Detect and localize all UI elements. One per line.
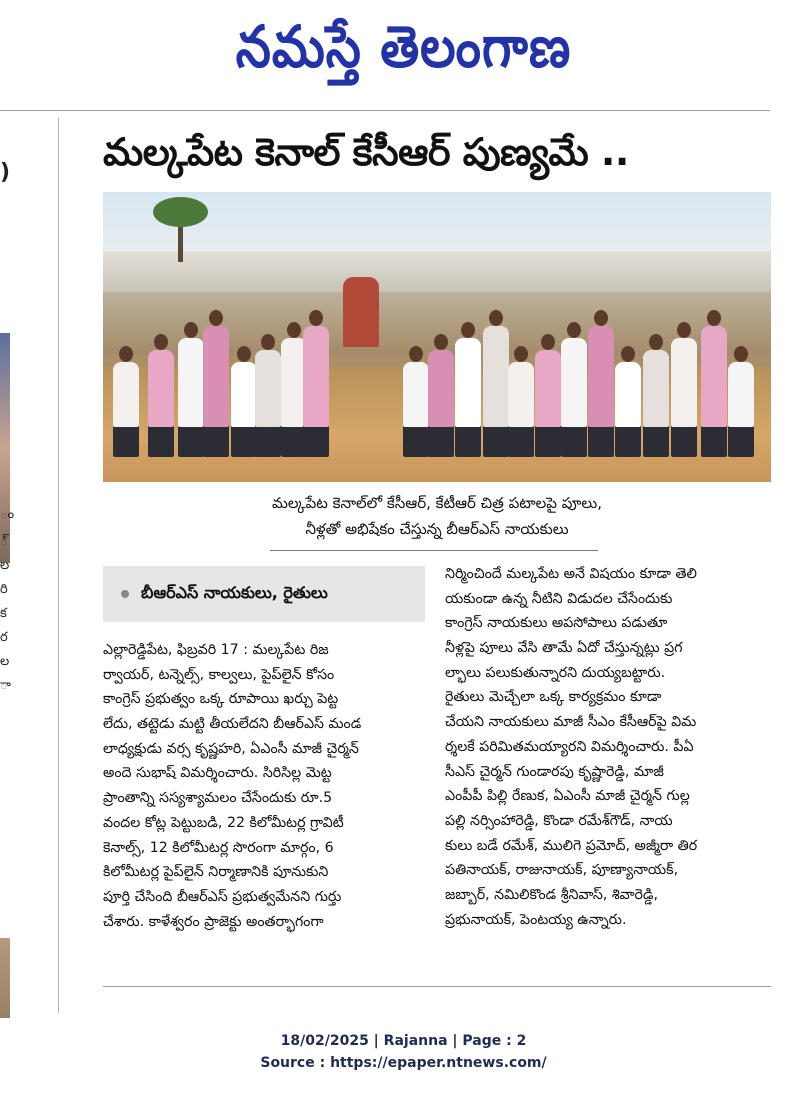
article-text-line: పతినాయక్‌, రాజునాయక్‌, పూణ్యానాయక్‌, bbox=[445, 862, 679, 879]
page-footer bbox=[0, 1030, 807, 1074]
article-text-line: ర్వాయర్‌, టన్నెల్స్‌, కాల్వలు, పైప్‌లైన్‌ కోసం bbox=[103, 666, 335, 683]
article-text-line: పూర్తి చేసింది బీఆర్‌ఎస్‌ ప్రభుత్వమేనని గుర్తు bbox=[103, 888, 342, 905]
photo-caption bbox=[103, 490, 771, 542]
person-head bbox=[514, 346, 528, 362]
article-text-line: చేయని నాయకులు మాజీ సీఎం కేసీఆర్‌పై విమ bbox=[445, 714, 697, 731]
article-text-line: ఎంపీపీ పిల్లి రేణుక, ఏఎంసీ మాజీ చైర్మన్‌ గుల్ల bbox=[445, 788, 690, 805]
person-head bbox=[119, 346, 133, 362]
person-head bbox=[489, 310, 503, 326]
adjacent-glyph: ర bbox=[0, 630, 8, 645]
article-text-line: కాంగ్రెస్‌ ప్రభుత్వం ఒక్క రూపాయి ఖర్చు పెట్ట bbox=[103, 691, 339, 708]
person-figure bbox=[483, 326, 509, 457]
footer-source: Source : https://epaper.ntnews.com/ bbox=[260, 1055, 547, 1071]
person-figure bbox=[508, 362, 534, 457]
person-figure bbox=[303, 326, 329, 457]
subhead-box bbox=[103, 566, 425, 622]
person-head bbox=[567, 322, 581, 338]
adjacent-glyph: రి bbox=[0, 582, 8, 597]
top-divider bbox=[0, 110, 770, 111]
caption-line: నీళ్లతో అభిషేకం చేస్తున్న బీఆర్‌ఎస్‌ నాయకులు bbox=[305, 520, 569, 538]
article-photo bbox=[103, 192, 771, 482]
person-figure bbox=[588, 326, 614, 457]
adjacent-glyph: ల bbox=[0, 654, 10, 669]
adjacent-glyph: ల bbox=[0, 558, 10, 573]
article-text-line: ర్శలకే పరిమితమయ్యారని విమర్శించారు. పీఏ bbox=[445, 738, 694, 755]
person-figure bbox=[615, 362, 641, 457]
article-subhead: బీఆర్‌ఎస్‌ నాయకులు, రైతులు bbox=[141, 582, 328, 602]
person-figure bbox=[455, 338, 481, 457]
person-head bbox=[594, 310, 608, 326]
masthead bbox=[0, 0, 807, 108]
article-text-line: సీఎస్‌ చైర్మన్‌ గుండారపు కృష్ణారెడ్డి, మాజీ bbox=[445, 763, 664, 780]
person-figure bbox=[178, 338, 204, 457]
adjacent-photo-fragment-lower bbox=[0, 938, 10, 1018]
person-figure bbox=[561, 338, 587, 457]
canal-wall bbox=[103, 252, 771, 292]
person-figure bbox=[231, 362, 257, 457]
article-column-right bbox=[445, 562, 771, 932]
person-figure bbox=[728, 362, 754, 457]
article-text-line: కులు బడే రమేశ్‌, ములిగె ప్రమోద్‌, అజ్మీరా తిర bbox=[445, 837, 698, 854]
article-text-line: అందె సుభాష్‌ విమర్శించారు. సిరిసిల్ల మెట్ట bbox=[103, 765, 332, 782]
person-head bbox=[237, 346, 251, 362]
adjacent-article-fragment bbox=[0, 118, 14, 1018]
person-figure bbox=[255, 350, 281, 457]
person-head bbox=[154, 334, 168, 350]
article-text-line: కాంగ్రెస్‌ నాయకులు అపసోపాలు పడుతూ bbox=[445, 615, 668, 632]
article-text-line: కిలోమీటర్ల పైప్‌లైన్‌ నిర్మాణానికి పూనుకుని bbox=[103, 864, 329, 881]
person-head bbox=[707, 310, 721, 326]
adjacent-glyph: ్ bbox=[0, 534, 8, 549]
person-head bbox=[677, 322, 691, 338]
person-head bbox=[434, 334, 448, 350]
caption-underline bbox=[270, 550, 598, 551]
person-figure bbox=[671, 338, 697, 457]
bullet-icon bbox=[121, 590, 129, 598]
article-text-line: యకుండా ఉన్న నీటిని విడుదల చేసేందుకు bbox=[445, 590, 673, 607]
person-figure bbox=[701, 326, 727, 457]
person-head bbox=[287, 322, 301, 338]
adjacent-glyph: ం bbox=[0, 507, 14, 522]
article-text-line: ఎల్లారెడ్డిపేట, ఫిబ్రవరి 17 : మల్కపేట రిజ bbox=[103, 642, 329, 658]
person-figure bbox=[403, 362, 429, 457]
person-figure bbox=[113, 362, 139, 457]
person-head bbox=[649, 334, 663, 350]
adjacent-glyph: ా bbox=[0, 678, 11, 693]
adjacent-glyph: ) bbox=[0, 160, 11, 185]
adjacent-photo-fragment bbox=[0, 333, 10, 563]
article-text-line: రైతులు మెచ్చేలా ఒక్క కార్యక్రమం కూడా bbox=[445, 689, 662, 706]
article-headline: మల్కపేట కెనాల్‌ కేసీఆర్‌ పుణ్యమే .. bbox=[103, 130, 629, 174]
adjacent-glyph: క bbox=[0, 606, 7, 621]
newspaper-title: నమస్తే తెలంగాణ bbox=[235, 13, 572, 80]
portrait-cutout bbox=[343, 277, 379, 347]
article-text-line: నిర్మించిందే మల్కపేట అనే విషయం కూడా తెలి bbox=[445, 566, 697, 582]
person-figure bbox=[148, 350, 174, 457]
person-head bbox=[461, 322, 475, 338]
footer-date-edition: 18/02/2025 | Rajanna | Page : 2 bbox=[280, 1033, 527, 1049]
person-figure bbox=[203, 326, 229, 457]
article-text-line: జబ్బార్‌, నమిలికొండ శ్రీనివాస్‌, శివారెడ్డి, bbox=[445, 886, 658, 903]
person-head bbox=[184, 322, 198, 338]
palm-tree-crown bbox=[153, 197, 208, 227]
article-text-line: ప్రాంతాన్ని సస్యశ్యామలం చేసేందుకు రూ.5 bbox=[103, 790, 333, 807]
column-divider bbox=[58, 118, 59, 1013]
person-figure bbox=[643, 350, 669, 457]
article-text-line: ప్రభునాయక్‌, పెంటయ్య ఉన్నారు. bbox=[445, 911, 627, 928]
person-head bbox=[409, 346, 423, 362]
article-text-line: ల్భాలు పలుకుతున్నారని దుయ్యబట్టారు. bbox=[445, 664, 666, 681]
article-text-line: కెనాల్స్‌, 12 కిలోమీటర్ల సొరంగా మార్గం, 6 bbox=[103, 839, 334, 856]
person-head bbox=[734, 346, 748, 362]
article-text-line: పల్లి నర్సింహారెడ్డి, కొండా రమేశ్‌గౌడ్‌, నాయ bbox=[445, 812, 673, 829]
article-text-line: నీళ్లపై పూలు వేసి తామే ఏదో చేస్తున్నట్లు ప్రగ bbox=[445, 640, 683, 657]
person-head bbox=[309, 310, 323, 326]
article-text-line: వందల కోట్ల పెట్టుబడి, 22 కిలోమీటర్ల గ్రావిటీ bbox=[103, 814, 344, 831]
person-figure bbox=[428, 350, 454, 457]
article-text-line: లాధ్యక్షుడు వర్స కృష్ణహరి, ఏఎంసీ మాజీ చైర్మన్‌ bbox=[103, 740, 359, 757]
person-head bbox=[261, 334, 275, 350]
person-figure bbox=[535, 350, 561, 457]
caption-line: మల్కపేట కెనాల్‌లో కేసీఆర్‌, కేటీఆర్‌ చిత్ర పటాలపై పూలు, bbox=[272, 494, 602, 512]
bottom-divider bbox=[103, 986, 771, 987]
person-head bbox=[209, 310, 223, 326]
person-head bbox=[621, 346, 635, 362]
article-text-line: చేశారు. కాళేశ్వరం ప్రాజెక్టు అంతర్భాగంగా bbox=[103, 913, 324, 930]
article-text-line: లేదు, తట్టెడు మట్టి తీయలేదని బీఆర్‌ఎస్‌ మండ bbox=[103, 716, 362, 733]
article-column-left bbox=[103, 638, 425, 934]
person-head bbox=[541, 334, 555, 350]
